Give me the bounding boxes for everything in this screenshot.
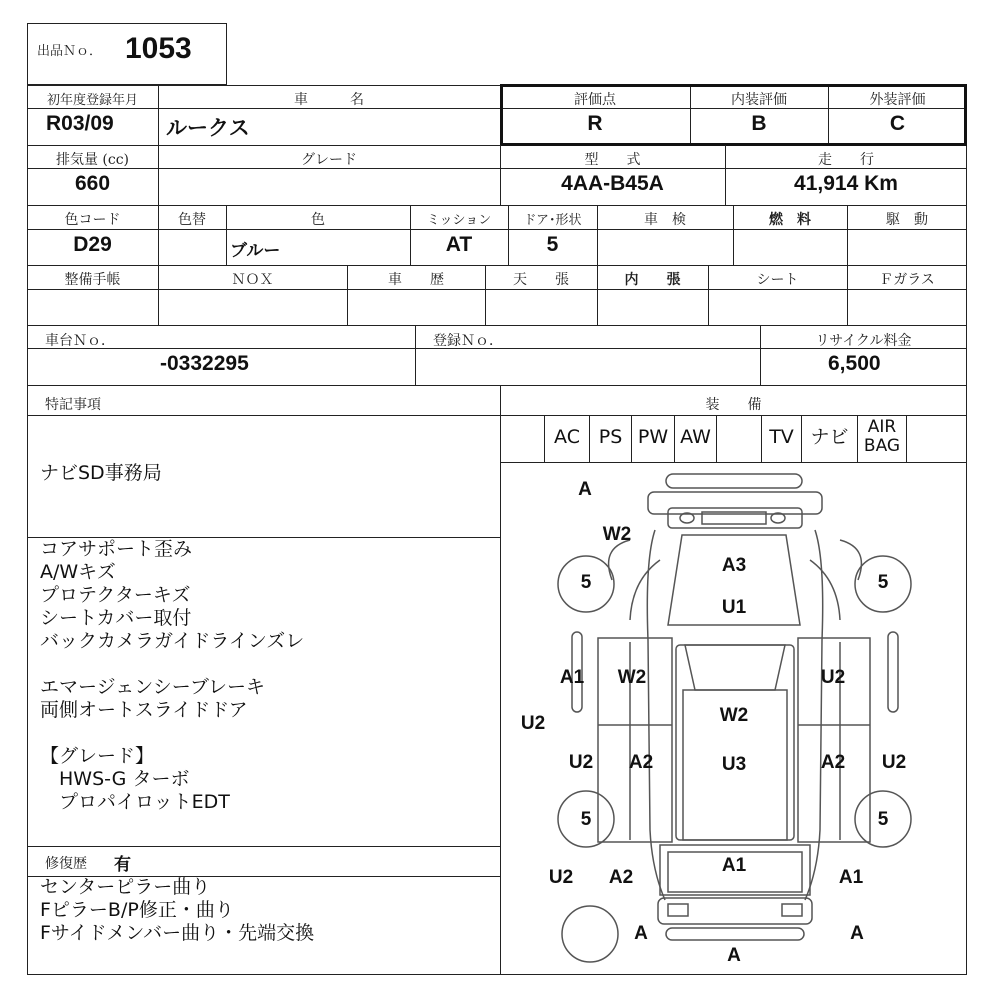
model-label: 型 式 xyxy=(584,152,641,168)
equipment-cell xyxy=(500,416,545,462)
door-label: ドア･形状 xyxy=(523,213,582,228)
damage-rear-right: A xyxy=(850,923,864,944)
notes-label: 特記事項 xyxy=(45,397,101,413)
glass-label: Ｆガラス xyxy=(879,272,935,288)
door-value: 5 xyxy=(546,233,559,256)
damage-windshield: W2 xyxy=(602,524,632,545)
damage-right-quarter-a: A1 xyxy=(838,867,864,888)
score-label: 評価点 xyxy=(574,92,616,108)
notes-middle: コアサポート歪み A/Wキズ プロテクターキズ シートカバー取付 バックカメラガイドラインズレ エマージェンシーブレーキ 両側オートスライドドア 【グレード】 HWS-G ターボ プロパイロットEDT xyxy=(40,538,305,813)
recycle-label: リサイクル料金 xyxy=(815,333,912,349)
damage-left-quarter-a: A2 xyxy=(608,867,634,888)
seat-label: シート xyxy=(756,272,799,288)
damage-roof-glass: W2 xyxy=(719,705,749,726)
grade-label: グレード xyxy=(301,152,357,168)
damage-rear-bumper: A xyxy=(727,945,741,966)
maintenance-label: 整備手帳 xyxy=(64,272,121,288)
equipment-cell: AIR BAG xyxy=(858,416,907,462)
notes-top: ナビSD事務局 xyxy=(40,462,162,484)
registration-label: 登録Ｎｏ． xyxy=(433,333,503,349)
equipment-cell xyxy=(717,416,762,462)
exterior-value: C xyxy=(889,112,906,135)
equipment-cell: AC xyxy=(545,416,590,462)
damage-right-rear-door-a: A2 xyxy=(820,752,846,773)
damage-left-rear-door-u: U2 xyxy=(568,752,594,773)
color-value: ブルー xyxy=(230,241,281,260)
car-name-value: ルークス xyxy=(166,117,250,140)
repair-label: 修復歴 xyxy=(45,856,87,872)
damage-left-rear-wheel: 5 xyxy=(580,809,592,830)
mission-label: ミッション xyxy=(426,213,492,228)
damage-rear-glass: A1 xyxy=(721,855,747,876)
damage-roof: U3 xyxy=(721,754,747,775)
equipment-cell: PS xyxy=(590,416,632,462)
color-label: 色 xyxy=(311,212,325,228)
damage-front-bumper: A xyxy=(578,479,592,500)
first-reg-value: R03/09 xyxy=(46,112,114,135)
damage-rear-left: A xyxy=(634,923,648,944)
fuel-label: 燃 料 xyxy=(769,212,811,228)
equipment-cell: TV xyxy=(762,416,802,462)
chassis-label: 車台Ｎｏ． xyxy=(45,333,115,349)
damage-left-front-wheel: 5 xyxy=(580,572,592,593)
history-label: 車 歴 xyxy=(388,272,444,288)
damage-right-rear-door-u: U2 xyxy=(881,752,907,773)
drive-label: 駆 動 xyxy=(886,212,928,228)
damage-right-rear-wheel: 5 xyxy=(877,809,889,830)
exterior-label: 外装評価 xyxy=(869,92,926,108)
mission-value: AT xyxy=(445,233,473,256)
lot-number: 1053 xyxy=(125,32,192,65)
lot-number-label: 出品Ｎｏ． xyxy=(37,44,103,59)
mileage-label: 走 行 xyxy=(818,152,874,168)
damage-left-rocker: U2 xyxy=(520,713,546,734)
displacement-value: 660 xyxy=(74,172,111,195)
damage-hood-u: U1 xyxy=(721,597,747,618)
recycle-value: 6,500 xyxy=(828,352,881,375)
car-name-label: 車 名 xyxy=(294,92,364,108)
damage-left-front-glass: W2 xyxy=(617,667,647,688)
interior-label: 内装評価 xyxy=(731,92,787,108)
damage-left-quarter-u: U2 xyxy=(548,867,574,888)
score-value: R xyxy=(587,112,603,135)
damage-left-rear-door-a: A2 xyxy=(628,752,654,773)
first-reg-label: 初年度登録年月 xyxy=(46,93,138,108)
color-code-value: D29 xyxy=(73,233,112,256)
damage-left-front-door-a: A1 xyxy=(559,667,585,688)
equipment-cell: PW xyxy=(632,416,675,462)
repair-value: 有 xyxy=(114,855,131,874)
front-bumper-outline xyxy=(648,474,822,528)
displacement-label: 排気量 (cc) xyxy=(55,152,130,168)
equipment-cell: ナビ xyxy=(802,416,858,462)
repaint-label: 色替 xyxy=(178,212,206,228)
model-value: 4AA-B45A xyxy=(561,172,664,195)
damage-right-front-glass: U2 xyxy=(820,667,846,688)
damage-right-front-wheel: 5 xyxy=(877,572,889,593)
mileage-value: 41,914 Km xyxy=(794,172,898,195)
equipment-label: 装 備 xyxy=(705,397,762,413)
nox-label: ＮＯＸ xyxy=(231,272,274,288)
roof-label: 天 張 xyxy=(513,272,569,288)
chassis-value: -0332295 xyxy=(160,352,249,375)
inspection-label: 車 検 xyxy=(644,212,686,228)
inner-label: 内 張 xyxy=(624,272,681,288)
equipment-cell: AW xyxy=(675,416,717,462)
color-code-label: 色コード xyxy=(64,212,121,228)
rear-bumper-outline xyxy=(658,898,812,940)
interior-value: B xyxy=(751,112,767,135)
repair-details: センターピラー曲り FピラーB/P修正・曲り Fサイドメンバー曲り・先端交換 xyxy=(40,876,315,944)
damage-hood-a: A3 xyxy=(721,555,747,576)
